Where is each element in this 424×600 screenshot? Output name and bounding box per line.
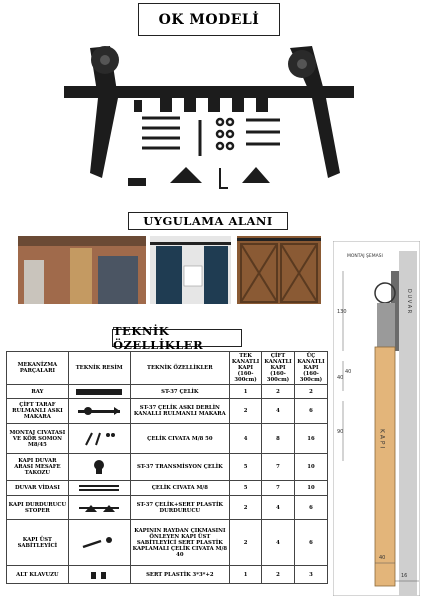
qty-triple: 6 xyxy=(294,496,327,520)
table-row xyxy=(7,385,328,399)
dim-label: 40 xyxy=(337,375,344,381)
table-header-row xyxy=(7,352,328,385)
application-area-title: UYGULAMA ALANI xyxy=(128,212,288,230)
dim-label: 40 xyxy=(379,555,386,561)
spec-text: ÇELİK CIVATA M/8 50 xyxy=(130,424,229,454)
door-label: K A P I xyxy=(378,429,386,449)
part-name: ÇİFT TARAF RULMANLI ASKI MAKARA xyxy=(7,399,69,424)
washer-set-icon xyxy=(217,119,233,149)
floor-guide-icon xyxy=(128,178,146,186)
door-section xyxy=(375,347,395,586)
qty-double: 2 xyxy=(262,385,295,399)
column-header: ÜÇ KANATLI KAPI (160-300cm) xyxy=(294,352,327,385)
spec-text: ST-37 TRANSMİSYON ÇELİK xyxy=(130,454,229,481)
qty-double: 4 xyxy=(262,496,295,520)
floor-guide-icon xyxy=(89,570,109,580)
dim-label: 16 xyxy=(401,573,408,579)
table-row xyxy=(7,481,328,496)
qty-triple: 6 xyxy=(294,520,327,566)
table-row xyxy=(7,399,328,424)
part-name: KAPI DUVAR ARASI MESAFE TAKOZU xyxy=(7,454,69,481)
qty-double: 4 xyxy=(262,399,295,424)
column-header: TEK KANATLI KAPI (160-300cm) xyxy=(230,352,262,385)
qty-triple: 10 xyxy=(294,454,327,481)
spec-table xyxy=(6,351,328,584)
table-row xyxy=(7,454,328,481)
qty-single: 5 xyxy=(230,481,262,496)
spec-text: ST-37 ÇELİK+SERT PLASTİK DURDURUCU xyxy=(130,496,229,520)
spacer-icon xyxy=(92,460,106,474)
technical-specs-title: TEKNİK ÖZELLİKLER xyxy=(112,329,242,347)
column-header: TEKNİK ÖZELLİKLER xyxy=(130,352,229,385)
column-header: MEKANİZMA PARÇALARI xyxy=(7,352,69,385)
qty-single: 2 xyxy=(230,399,262,424)
spec-text: SERT PLASTİK 3*3*+2 xyxy=(130,566,229,584)
part-name: MONTAJ CIVATASI VE KÖR SOMON M8/45 xyxy=(7,424,69,454)
application-photo-barn-door xyxy=(237,236,321,304)
wall-screw-icon xyxy=(79,484,119,492)
application-photo-bathroom xyxy=(150,236,231,304)
column-header: ÇİFT KANATLI KAPI (160-300cm) xyxy=(262,352,295,385)
qty-triple: 10 xyxy=(294,481,327,496)
dim-label: 130 xyxy=(337,309,347,315)
spacer-set-icon xyxy=(134,98,268,112)
bolt-set-icon xyxy=(142,118,280,156)
application-photo-kitchen xyxy=(18,236,146,304)
table-row xyxy=(7,496,328,520)
qty-triple: 16 xyxy=(294,424,327,454)
qty-double: 7 xyxy=(262,454,295,481)
qty-triple: 6 xyxy=(294,399,327,424)
qty-double: 7 xyxy=(262,481,295,496)
table-row xyxy=(7,566,328,584)
dim-label: 40 xyxy=(345,369,352,375)
part-name: ALT KLAVUZU xyxy=(7,566,69,584)
hardware-kit-illustration xyxy=(50,38,370,198)
spec-text: ST-37 ÇELİK xyxy=(130,385,229,399)
top-stabilizer-icon xyxy=(81,535,117,551)
qty-double: 2 xyxy=(262,566,295,584)
bolt-icon xyxy=(82,431,116,447)
qty-triple: 2 xyxy=(294,385,327,399)
qty-double: 8 xyxy=(262,424,295,454)
rail-icon xyxy=(76,389,122,395)
spec-text: ST-37 ÇELİK ASKI DERLİN KANALLI RULMANLI MAKARA xyxy=(130,399,229,424)
part-name: RAY xyxy=(7,385,69,399)
table-row xyxy=(7,424,328,454)
qty-single: 1 xyxy=(230,566,262,584)
part-name: KAPI DURDURUCU STOPER xyxy=(7,496,69,520)
door-stopper-icon xyxy=(79,502,119,514)
spec-text: ÇELİK CIVATA M/8 xyxy=(130,481,229,496)
qty-single: 4 xyxy=(230,424,262,454)
mounting-diagram xyxy=(333,241,420,596)
qty-single: 5 xyxy=(230,454,262,481)
part-name: DUVAR VİDASI xyxy=(7,481,69,496)
qty-single: 1 xyxy=(230,385,262,399)
qty-single: 2 xyxy=(230,520,262,566)
page-title: OK MODELİ xyxy=(138,3,280,36)
qty-triple: 3 xyxy=(294,566,327,584)
allen-key-icon xyxy=(220,168,228,188)
qty-double: 4 xyxy=(262,520,295,566)
diagram-top-label: MONTAJ ŞEMASI xyxy=(347,254,383,259)
part-name: KAPI ÜST SABİTLEYİCİ xyxy=(7,520,69,566)
qty-single: 2 xyxy=(230,496,262,520)
spec-text: KAPININ RAYDAN ÇIKMASINI ÖNLEYEN KAPI ÜST SABİTLEYİCİ SERT PLASTİK KAPLAMALI ÇELİK CIVATA M/8 40 xyxy=(130,520,229,566)
hanger-roller-icon xyxy=(78,406,120,416)
wall-label: D U V A R xyxy=(406,289,412,314)
dim-label: 90 xyxy=(337,429,344,435)
column-header: TEKNİK RESİM xyxy=(68,352,130,385)
table-row xyxy=(7,520,328,566)
